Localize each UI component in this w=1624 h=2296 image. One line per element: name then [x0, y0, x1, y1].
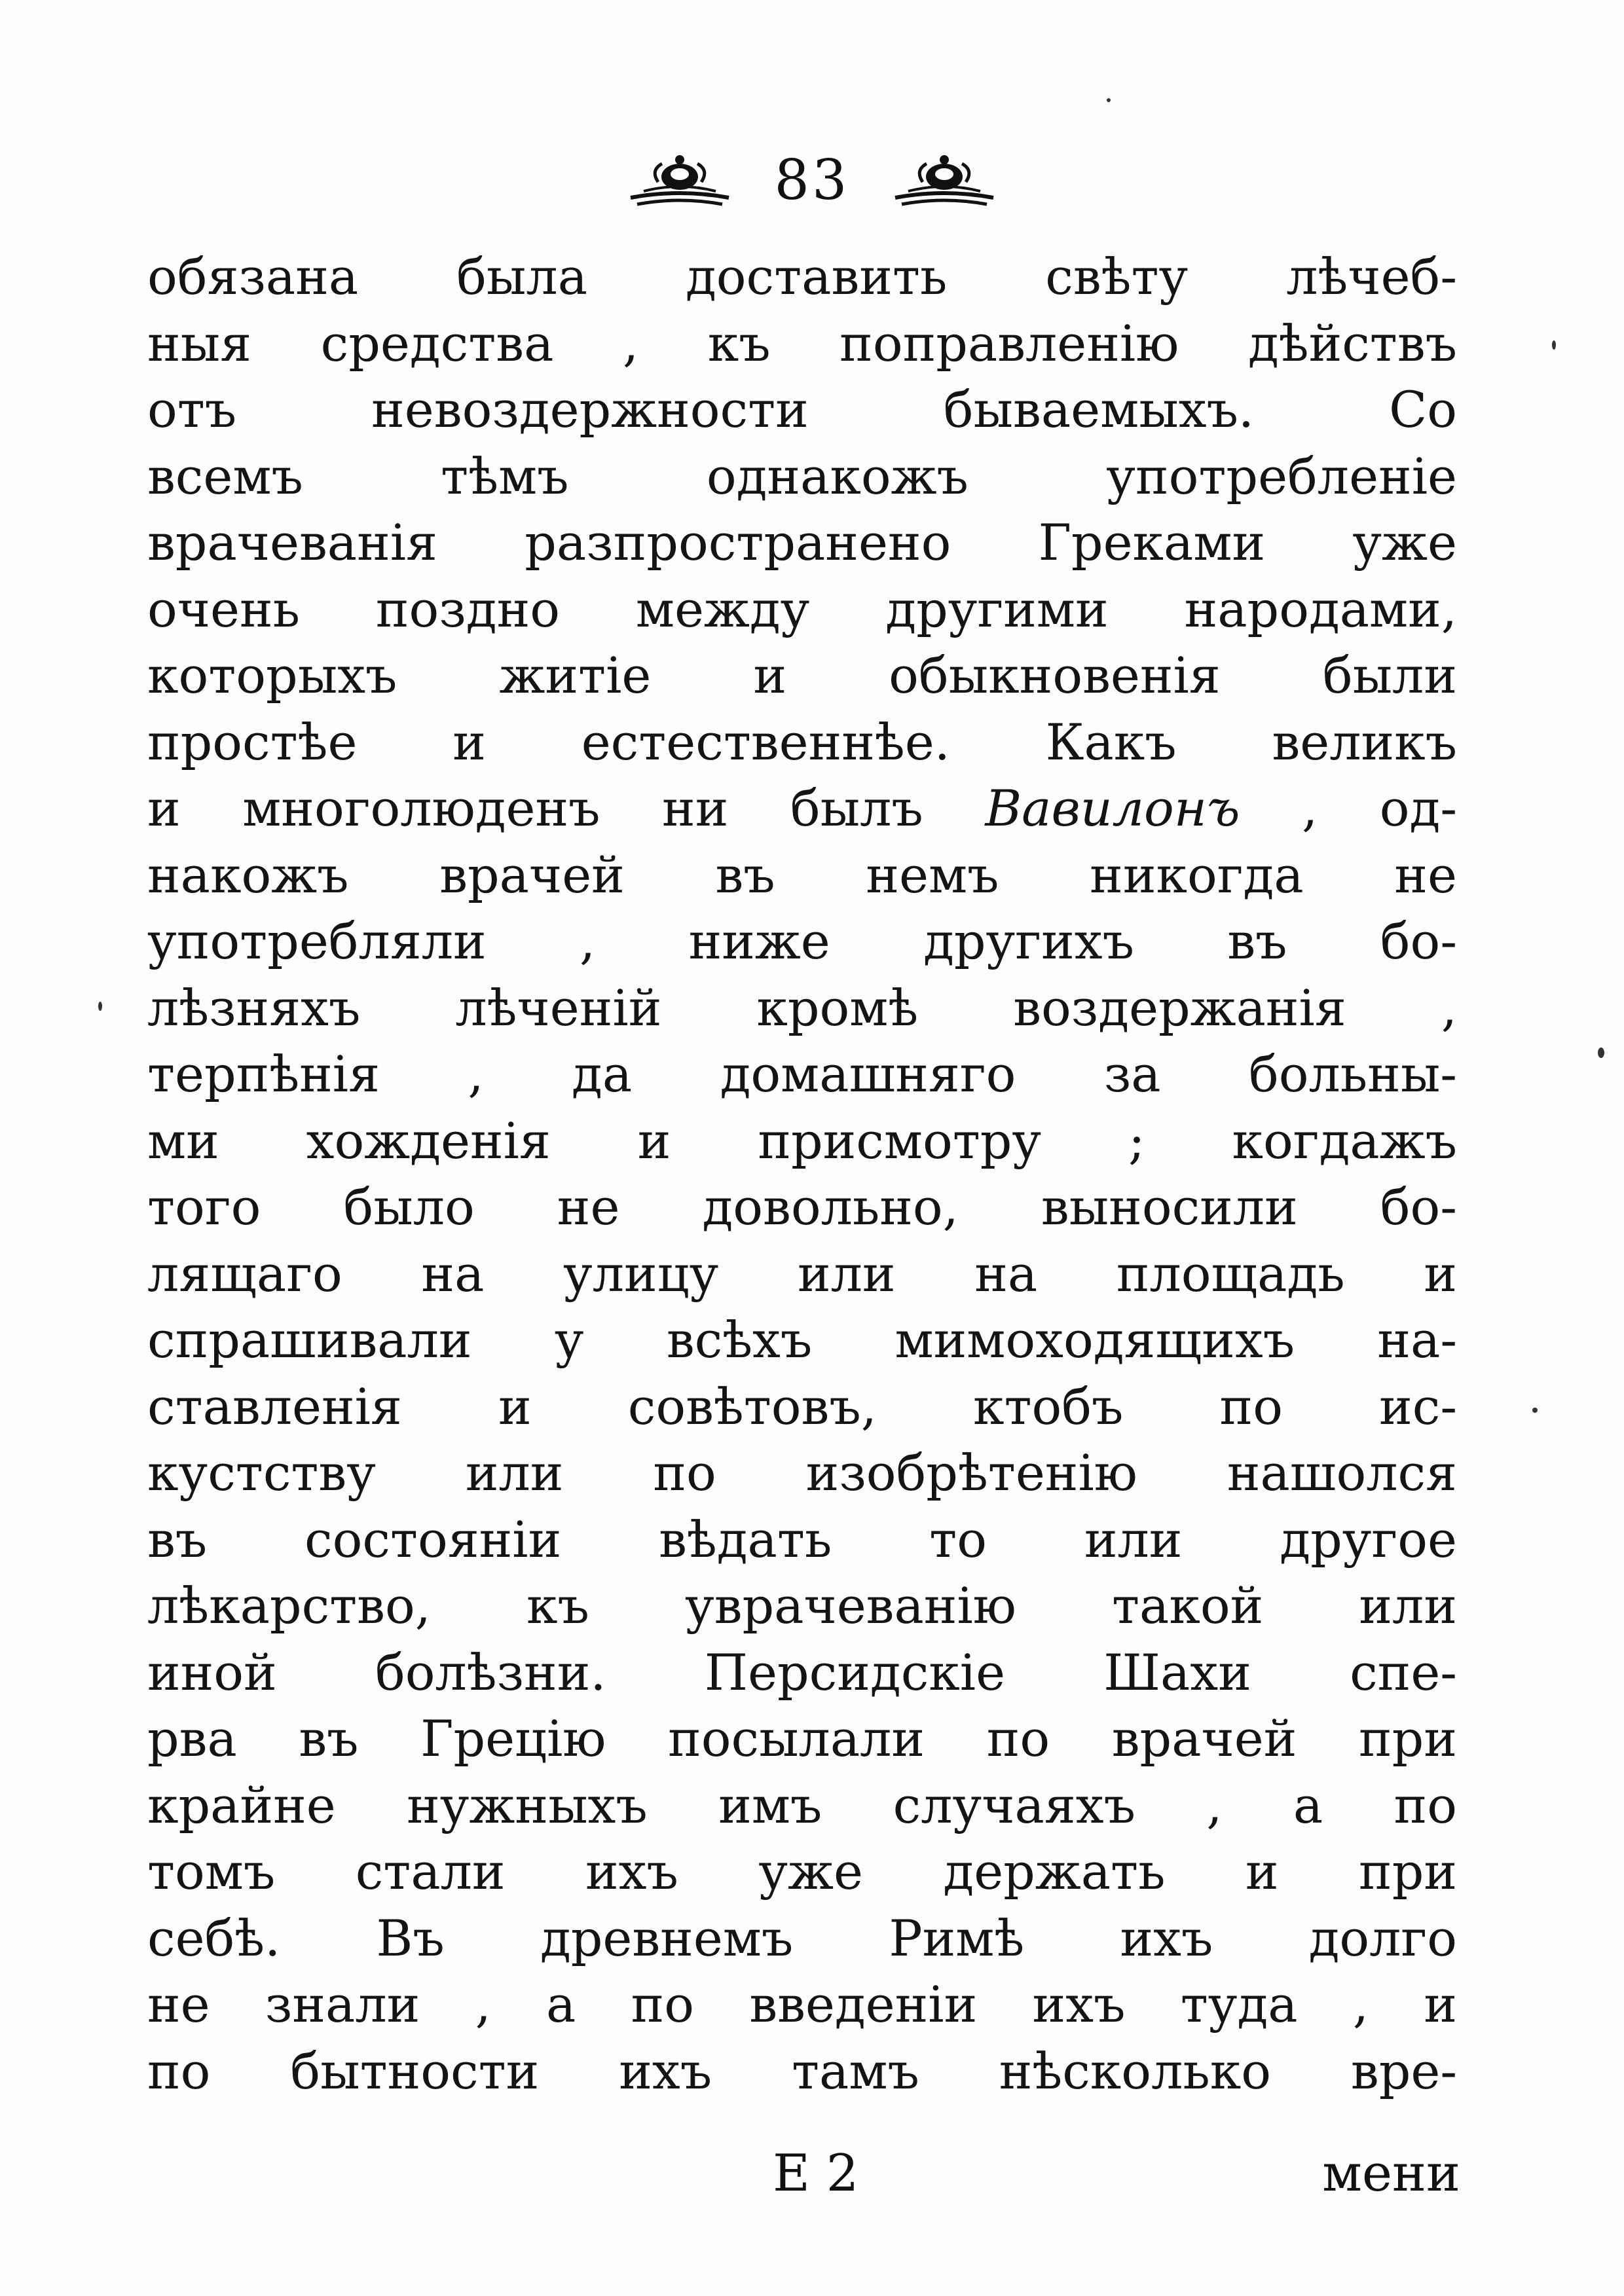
speck	[98, 1002, 102, 1011]
text-line: по бытности ихъ тамъ нѣсколько вре-	[147, 2041, 1457, 2100]
text-line: простѣе и естественнѣе. Какъ великъ	[147, 712, 1457, 771]
text-line: отъ невоздержности бываемыхъ. Со	[147, 380, 1457, 439]
speck	[1552, 340, 1556, 350]
page-number: 83	[774, 148, 850, 212]
text-line: себѣ. Въ древнемъ Римѣ ихъ долго	[147, 1908, 1457, 1967]
text-line: рва въ Грецію посылали по врачей при	[147, 1709, 1457, 1768]
text-line: иной болѣзни. Персидскіе Шахи спе-	[147, 1643, 1457, 1702]
text-line: лѣзняхъ лѣченій кромѣ воздержанія ,	[147, 978, 1457, 1037]
text-line: лящаго на улицу или на площадь и	[147, 1244, 1457, 1303]
text-line: и многолюденъ ни былъ Вавилонъ , од-	[147, 779, 1457, 837]
text-line: крайне нужныхъ имъ случаяхъ , а по	[147, 1776, 1457, 1834]
text-line: лѣкарство, къ уврачеванію такой или	[147, 1576, 1457, 1635]
text-line: ставленія и совѣтовъ, ктобъ по ис-	[147, 1377, 1457, 1436]
text-line: спрашивали у всѣхъ мимоходящихъ на-	[147, 1311, 1457, 1369]
left-ornament-icon	[624, 151, 735, 210]
text-line: обязана была доставить свѣту лѣчеб-	[147, 247, 1457, 306]
text-line: ми хожденія и присмотру ; когдажъ	[147, 1111, 1457, 1170]
text-line: которыхъ житіе и обыкновенія были	[147, 646, 1457, 704]
text-line: того было не довольно, выносили бо-	[147, 1178, 1457, 1236]
signature-mark: Е 2	[773, 2144, 859, 2203]
italic-name: Вавилонъ	[985, 779, 1240, 837]
speck	[1532, 1408, 1538, 1413]
speck	[1598, 1048, 1604, 1058]
text-line: ныя средства , къ поправленію дѣйствъ	[147, 314, 1457, 373]
text-line: кустству или по изобрѣтенію нашолся	[147, 1444, 1457, 1502]
body-text	[147, 244, 1457, 2104]
text-line: врачеванія разпространено Греками уже	[147, 513, 1457, 572]
text-line: всемъ тѣмъ однакожъ употребленіе	[147, 446, 1457, 505]
text-line: накожъ врачей въ немъ никогда не	[147, 845, 1457, 904]
speck	[1107, 98, 1111, 102]
text-line: въ состояніи вѣдать то или другое	[147, 1510, 1457, 1569]
text-line: употребляли , ниже другихъ въ бо-	[147, 912, 1457, 970]
catchword: мени	[1322, 2144, 1460, 2203]
right-ornament-icon	[889, 151, 1000, 210]
text-line: не знали , а по введеніи ихъ туда , и	[147, 1975, 1457, 2033]
text-line: терпѣнія , да домашняго за больны-	[147, 1045, 1457, 1103]
page-footer	[773, 2138, 1460, 2210]
text-line: томъ стали ихъ уже держать и при	[147, 1842, 1457, 1901]
text-line: очень поздно между другими народами,	[147, 579, 1457, 638]
page-header	[0, 137, 1624, 223]
